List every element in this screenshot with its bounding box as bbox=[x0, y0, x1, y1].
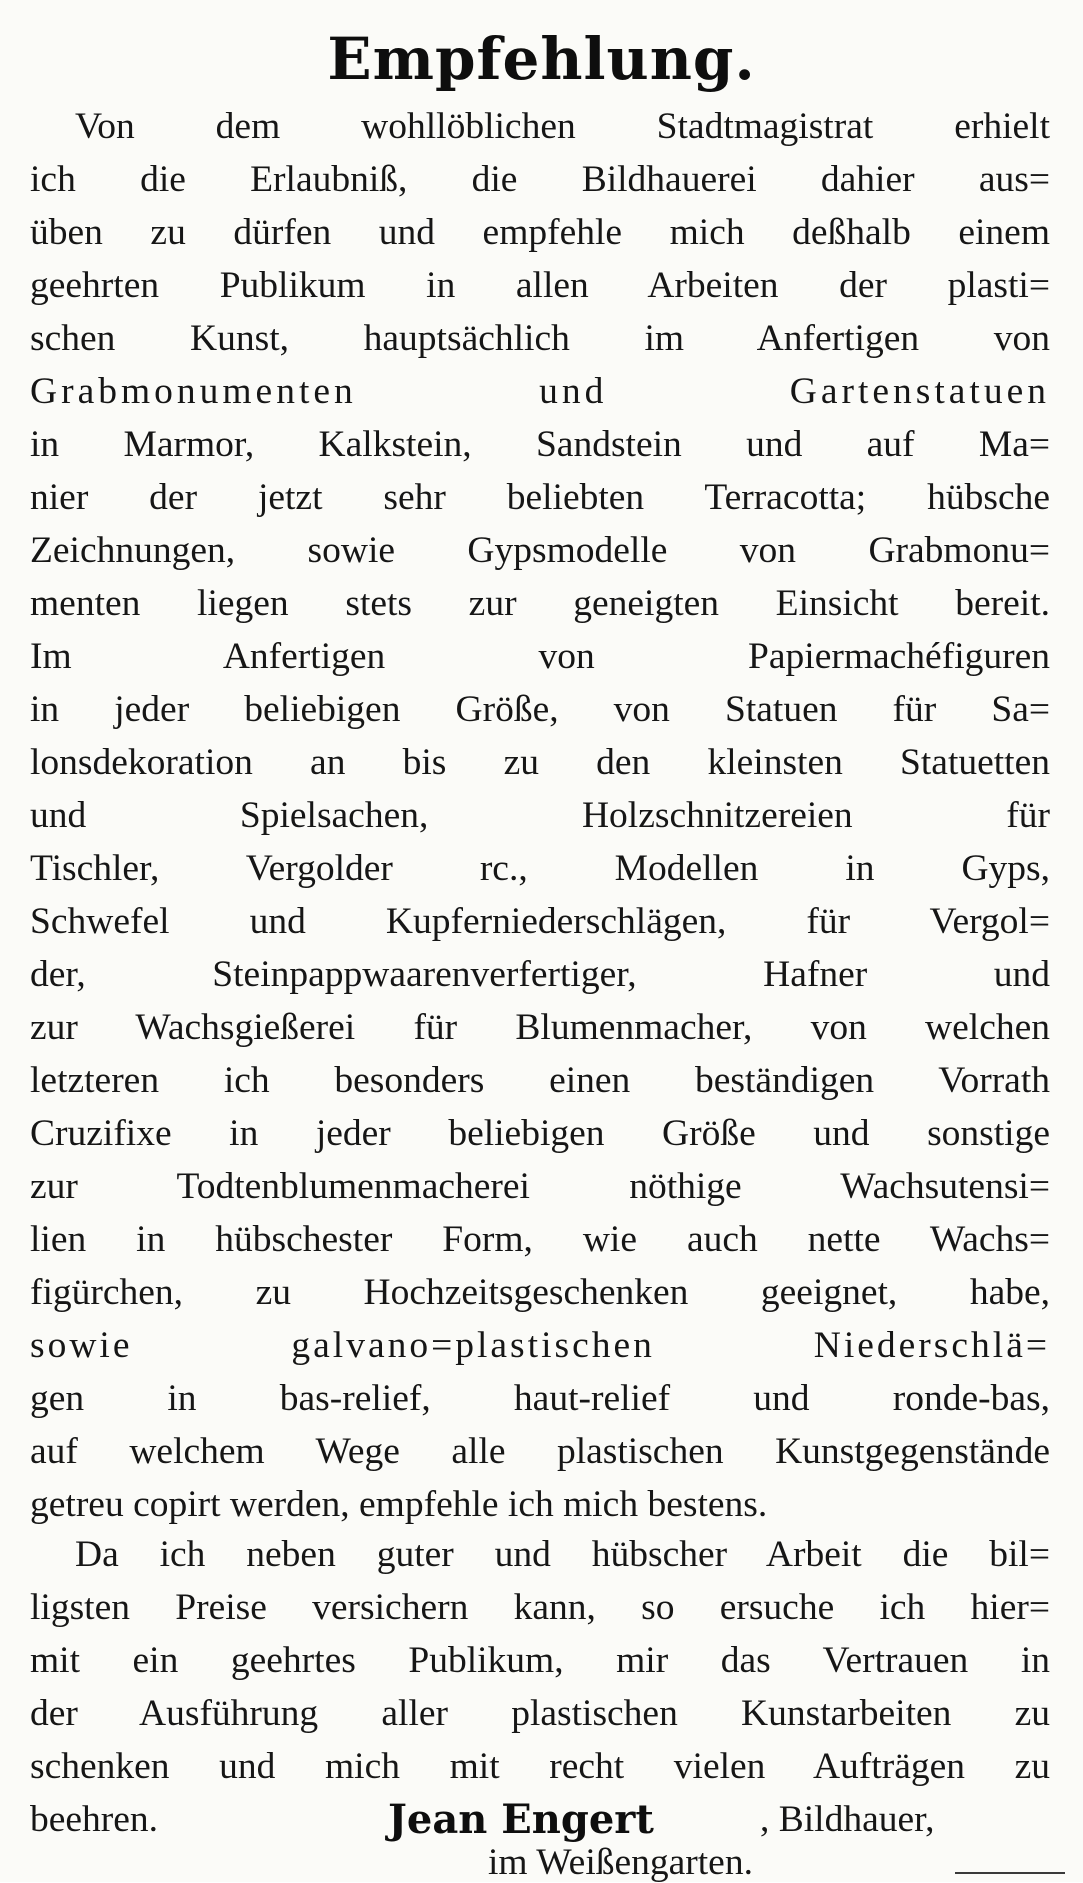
text-line: ich die Erlaubniß, die Bildhauerei dahier aus= bbox=[30, 159, 1050, 200]
text-line: Da ich neben guter und hübscher Arbeit die bil= bbox=[75, 1534, 1050, 1575]
signer-name: Jean Engert bbox=[388, 1796, 654, 1843]
text-line: Zeichnungen, sowie Gypsmodelle von Grabmonu= bbox=[30, 530, 1050, 571]
text-line: in jeder beliebigen Größe, von Statuen für Sa= bbox=[30, 689, 1050, 730]
text-line: mit ein geehrtes Publikum, mir das Vertrauen in bbox=[30, 1640, 1050, 1681]
text-line: der Ausführung aller plastischen Kunstarbeiten zu bbox=[30, 1693, 1050, 1734]
advertisement-title: Empfehlung. bbox=[327, 25, 756, 93]
text-line: Von dem wohllöblichen Stadtmagistrat erhielt bbox=[75, 106, 1050, 147]
text-line: getreu copirt werden, empfehle ich mich bestens. bbox=[30, 1484, 768, 1525]
text-line: geehrten Publikum in allen Arbeiten der plasti= bbox=[30, 265, 1050, 306]
closing-word: beehren. bbox=[30, 1799, 159, 1840]
text-line: figürchen, zu Hochzeitsgeschenken geeignet, habe, bbox=[30, 1272, 1050, 1313]
text-line: Grabmonumenten und Gartenstatuen bbox=[30, 371, 1050, 412]
paragraph-request bbox=[30, 1528, 1050, 1793]
text-line: üben zu dürfen und empfehle mich deßhalb einem bbox=[30, 212, 1050, 253]
text-line: auf welchem Wege alle plastischen Kunstgegenstände bbox=[30, 1431, 1050, 1472]
signature-line bbox=[30, 1793, 1050, 1846]
signer-location: im Weißengarten. bbox=[488, 1842, 753, 1883]
text-line: schen Kunst, hauptsächlich im Anfertigen von bbox=[30, 318, 1050, 359]
text-line: nier der jetzt sehr beliebten Terracotta; hübsche bbox=[30, 477, 1050, 518]
text-line: sowie galvano=plastischen Niederschlä= bbox=[30, 1325, 1050, 1366]
text-line: schenken und mich mit recht vielen Aufträgen zu bbox=[30, 1746, 1050, 1787]
text-line: Schwefel und Kupferniederschlägen, für Vergol= bbox=[30, 901, 1050, 942]
text-line: letzteren ich besonders einen beständigen Vorrath bbox=[30, 1060, 1050, 1101]
text-line: ligsten Preise versichern kann, so ersuche ich hier= bbox=[30, 1587, 1050, 1628]
text-line: zur Todtenblumenmacherei nöthige Wachsutensi= bbox=[30, 1166, 1050, 1207]
text-line: Tischler, Vergolder rc., Modellen in Gyps, bbox=[30, 848, 1050, 889]
text-line: lonsdekoration an bis zu den kleinsten Statuetten bbox=[30, 742, 1050, 783]
text-line: Im Anfertigen von Papiermachéfiguren bbox=[30, 636, 1050, 677]
paragraph-offer bbox=[30, 100, 1050, 1531]
text-line: gen in bas-relief, haut-relief und ronde-bas, bbox=[30, 1378, 1050, 1419]
signer-role: , Bildhauer, bbox=[760, 1799, 935, 1840]
text-line: menten liegen stets zur geneigten Einsicht bereit. bbox=[30, 583, 1050, 624]
text-line: in Marmor, Kalkstein, Sandstein und auf Ma= bbox=[30, 424, 1050, 465]
closing-rule bbox=[955, 1872, 1065, 1874]
text-line: Cruzifixe in jeder beliebigen Größe und sonstige bbox=[30, 1113, 1050, 1154]
text-line: lien in hübschester Form, wie auch nette Wachs= bbox=[30, 1219, 1050, 1260]
text-line: der, Steinpappwaarenverfertiger, Hafner und bbox=[30, 954, 1050, 995]
text-line: und Spielsachen, Holzschnitzereien für bbox=[30, 795, 1050, 836]
text-line: zur Wachsgießerei für Blumenmacher, von welchen bbox=[30, 1007, 1050, 1048]
